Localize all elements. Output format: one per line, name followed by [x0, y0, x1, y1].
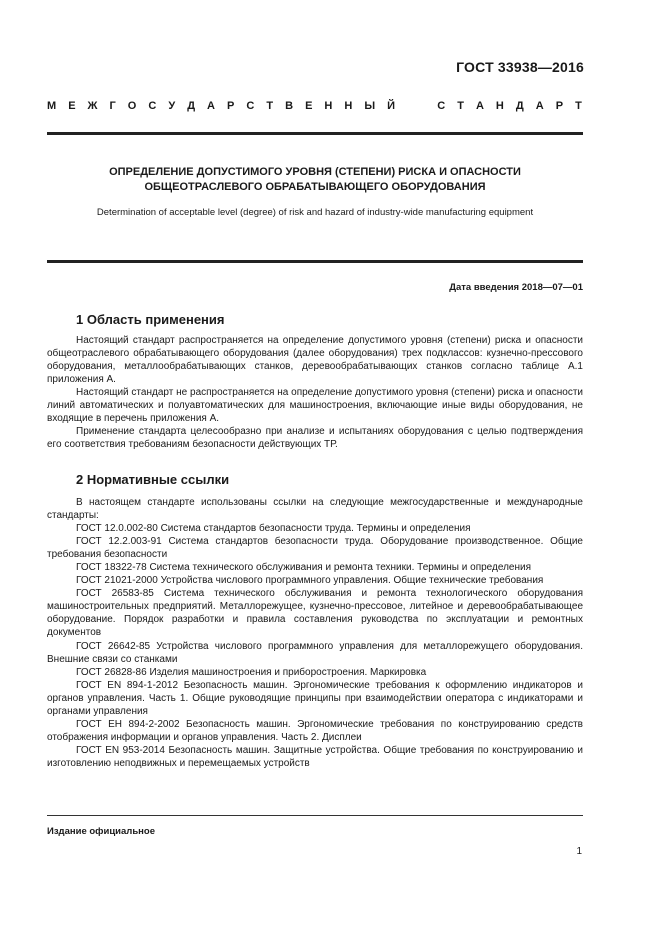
banner-letter: Й	[387, 100, 396, 112]
banner-letter: С	[246, 100, 255, 112]
banner-letter: Е	[305, 100, 313, 112]
page-number: 1	[576, 846, 582, 857]
banner-letter: Ж	[87, 100, 98, 112]
banner-letter: Р	[555, 100, 564, 112]
banner-letter: А	[475, 100, 484, 112]
paragraph: Настоящий стандарт распространяется на определение допустимого уровня (степени) риска и опасности общеотраслевого обрабатывающего оборудования (далее оборудования) трех подклассов: кузнечно-прессового оборудования, металлообрабатывающих станков, деревообрабатывающих станков согласно таблице А.1 приложения А.	[47, 335, 583, 386]
reference-item: ГОСТ 26583-85 Система технического обслуживания и ремонта технологического оборудования машиностроительных предприятий. Металлорежущее, кузнечно-прессовое, литейное и деревообрабатывающее оборудование. Порядок разработки и правила составления руководства по эксплуатации и ремонтных документов	[47, 588, 583, 639]
reference-item: ГОСТ 12.0.002-80 Система стандартов безопасности труда. Термины и определения	[76, 523, 471, 535]
banner-letter: Н	[344, 100, 353, 112]
reference-item: ГОСТ 21021-2000 Устройства числового программного управления. Общие технические требования	[76, 575, 544, 587]
reference-item: ГОСТ ЕН 894-2-2002 Безопасность машин. Эргономические требования по конструированию средств отображения информации и органов управления. Часть 2. Дисплеи	[47, 718, 583, 743]
introduction-date: Дата введения 2018—07—01	[449, 282, 583, 293]
interstate-standard-banner	[47, 100, 582, 112]
standard-number: ГОСТ 33938—2016	[456, 59, 584, 75]
banner-letter: У	[168, 100, 176, 112]
banner-letter	[422, 100, 425, 112]
reference-item: ГОСТ EN 894-1-2012 Безопасность машин. Эргономические требования к оформлению индикаторов и органов управления. Часть 1. Общие руководящие принципы при взаимодействии оператора с индикаторами и органами управления	[47, 679, 583, 717]
paragraph: Настоящий стандарт не распространяется на определение допустимого уровня (степени) риска и опасности линий автоматических и полуавтоматических для машиностроения, включающие иные виды оборудования, не входящие в перечень приложения А.	[47, 387, 583, 425]
section-2-heading: 2 Нормативные ссылки	[76, 472, 230, 487]
title-line-2: ОБЩЕОТРАСЛЕВОГО ОБРАБАТЫВАЮЩЕГО ОБОРУДОВАНИЯ	[144, 181, 486, 193]
header-rule	[47, 132, 583, 135]
banner-letter: Н	[495, 100, 504, 112]
banner-letter: Т	[457, 100, 464, 112]
english-title: Determination of acceptable level (degree) of risk and hazard of industry-wide manufacturing equipment	[96, 207, 534, 218]
reference-item: ГОСТ 18322-78 Система технического обслуживания и ремонта техники. Термины и определения	[76, 562, 532, 574]
banner-letter: С	[437, 100, 446, 112]
reference-item: ГОСТ 26828-86 Изделия машиностроения и приборостроения. Маркировка	[76, 666, 427, 678]
banner-letter: А	[207, 100, 215, 112]
title-line-1: ОПРЕДЕЛЕНИЕ ДОПУСТИМОГО УРОВНЯ (СТЕПЕНИ) РИСКА И ОПАСНОСТИ	[109, 166, 521, 178]
document-title	[47, 165, 583, 195]
section-1-body	[47, 334, 583, 451]
reference-item: ГОСТ EN 953-2014 Безопасность машин. Защитные устройства. Общие требования по конструированию и изготовлению неподвижных и перемещаемых устройств	[47, 744, 583, 769]
official-edition-label: Издание официальное	[47, 826, 155, 837]
banner-letter: О	[127, 100, 137, 112]
banner-letter: М	[47, 100, 57, 112]
paragraph: В настоящем стандарте использованы ссылки на следующие межгосударственные и международные стандарты:	[47, 497, 583, 522]
banner-letter: Д	[187, 100, 196, 112]
paragraph: Применение стандарта целесообразно при анализе и испытаниях оборудования с целью подтверждения его соответствия требованиям безопасности действующих ТР.	[47, 426, 583, 451]
banner-letter: Р	[227, 100, 235, 112]
reference-item: ГОСТ 12.2.003-91 Система стандартов безопасности труда. Оборудование производственное. Общие требования безопасности	[47, 536, 583, 561]
banner-letter: В	[285, 100, 294, 112]
banner-letter: Е	[68, 100, 76, 112]
banner-letter: Г	[109, 100, 116, 112]
section-2-body	[47, 496, 583, 770]
title-rule	[47, 260, 583, 263]
banner-letter: Т	[266, 100, 274, 112]
banner-letter: Ы	[364, 100, 376, 112]
banner-letter: Н	[324, 100, 333, 112]
banner-letter: Д	[515, 100, 524, 112]
banner-letter: Т	[575, 100, 582, 112]
banner-letter: С	[148, 100, 157, 112]
banner-letter	[407, 100, 410, 112]
section-1-heading: 1 Область применения	[76, 312, 225, 327]
footer-rule	[47, 815, 583, 816]
reference-item: ГОСТ 26642-85 Устройства числового программного управления для металлорежущего оборудования. Внешние связи со станками	[47, 640, 583, 665]
banner-letter: А	[535, 100, 544, 112]
